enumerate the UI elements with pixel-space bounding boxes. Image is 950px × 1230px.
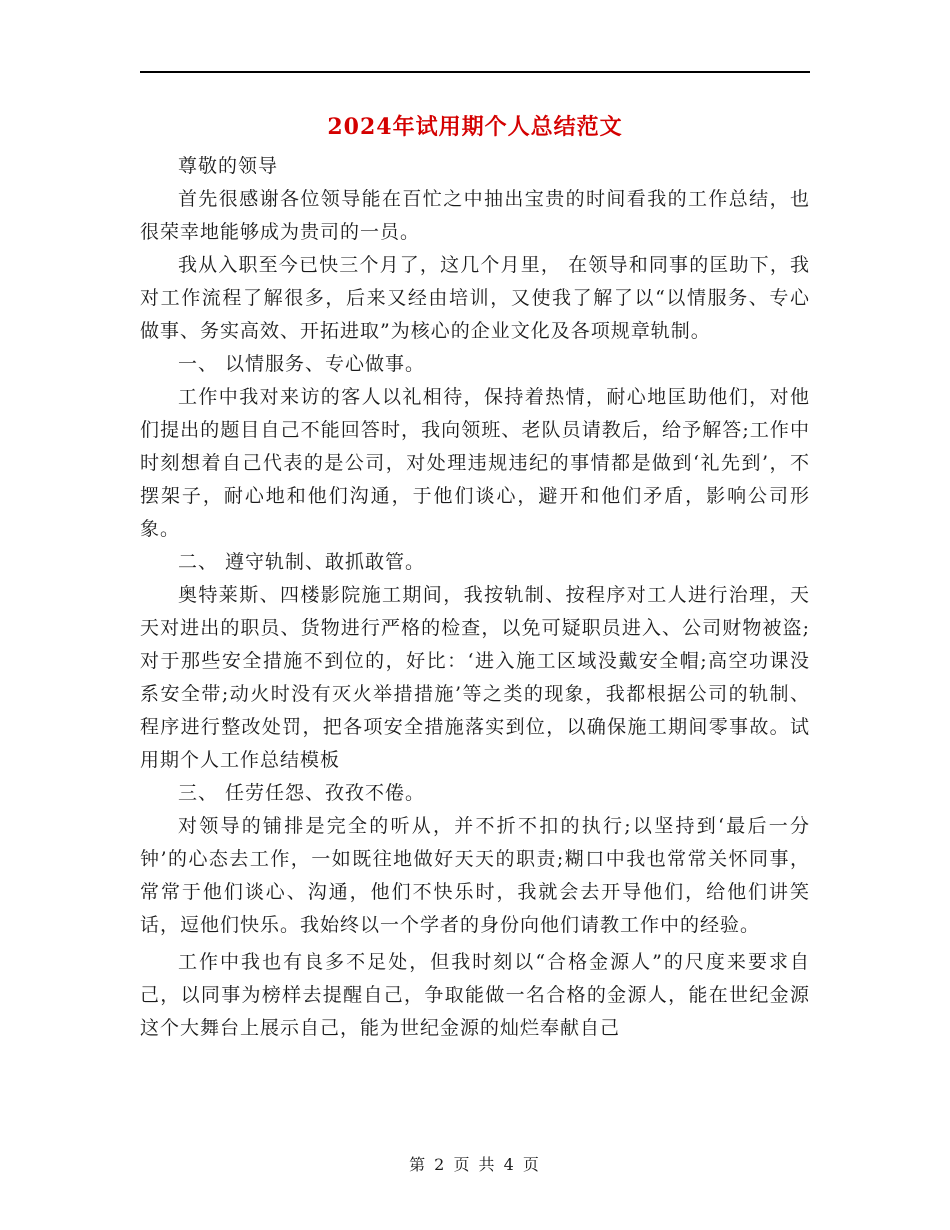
section-heading: 二、 遵守轨制、敢抓敢管。: [178, 551, 426, 573]
document-body: [140, 150, 810, 1045]
body-paragraph: 工作中我也有良多不足处，但我时刻以“合格金源人”的尺度来要求自己，以同事为榜样去提醒自己，争取能做一名合格的金源人，能在世纪金源这个大舞台上展示自己，能为世纪金源的灿烂奉献自己: [140, 951, 810, 1039]
document-title: 2024年试用期个人总结范文: [327, 114, 623, 140]
body-paragraph: 对领导的铺排是完全的听从，并不折不扣的执行;以坚持到‘最后一分钟’的心态去工作，一如既往地做好天天的职责;糊口中我也常常关怀同事，常常于他们谈心、沟通，他们不快乐时，我就会去开导他们，给他们讲笑话，逗他们快乐。我始终以一个学者的身份向他们请教工作中的经验。: [140, 815, 810, 936]
salutation: 尊敬的领导: [178, 155, 279, 177]
section-heading: 一、 以情服务、专心做事。: [178, 353, 426, 375]
body-paragraph: 奥特莱斯、四楼影院施工期间，我按轨制、按程序对工人进行治理，天天对进出的职员、货物进行严格的检查，以免可疑职员进入、公司财物被盗;对于那些安全措施不到位的，好比：‘进入施工区域没戴安全帽;高空功课没系安全带;动火时没有灭火举措措施’等之类的现象，我都根据公司的轨制、程序进行整改处罚，把各项安全措施落实到位，以确保施工期间零事故。试用期个人工作总结模板: [140, 584, 810, 771]
section-heading: 三、 任劳任怨、孜孜不倦。: [178, 782, 426, 804]
header-rule: [140, 71, 810, 73]
body-paragraph: 我从入职至今已快三个月了，这几个月里， 在领导和同事的匡助下，我对工作流程了解很多，后来又经由培训，又使我了解了以“以情服务、专心做事、务实高效、开拓进取”为核心的企业文化及各项规章轨制。: [140, 254, 810, 342]
body-paragraph: 工作中我对来访的客人以礼相待，保持着热情，耐心地匡助他们，对他们提出的题目自己不能回答时，我向领班、老队员请教后，给予解答;工作中时刻想着自己代表的是公司，对处理违规违纪的事情都是做到‘礼先到’，不摆架子，耐心地和他们沟通，于他们谈心，避开和他们矛盾，影响公司形象。: [140, 386, 810, 540]
body-paragraph: 首先很感谢各位领导能在百忙之中抽出宝贵的时间看我的工作总结，也很荣幸地能够成为贵司的一员。: [140, 188, 810, 243]
page-number-footer: 第 2 页 共 4 页: [409, 1155, 541, 1174]
